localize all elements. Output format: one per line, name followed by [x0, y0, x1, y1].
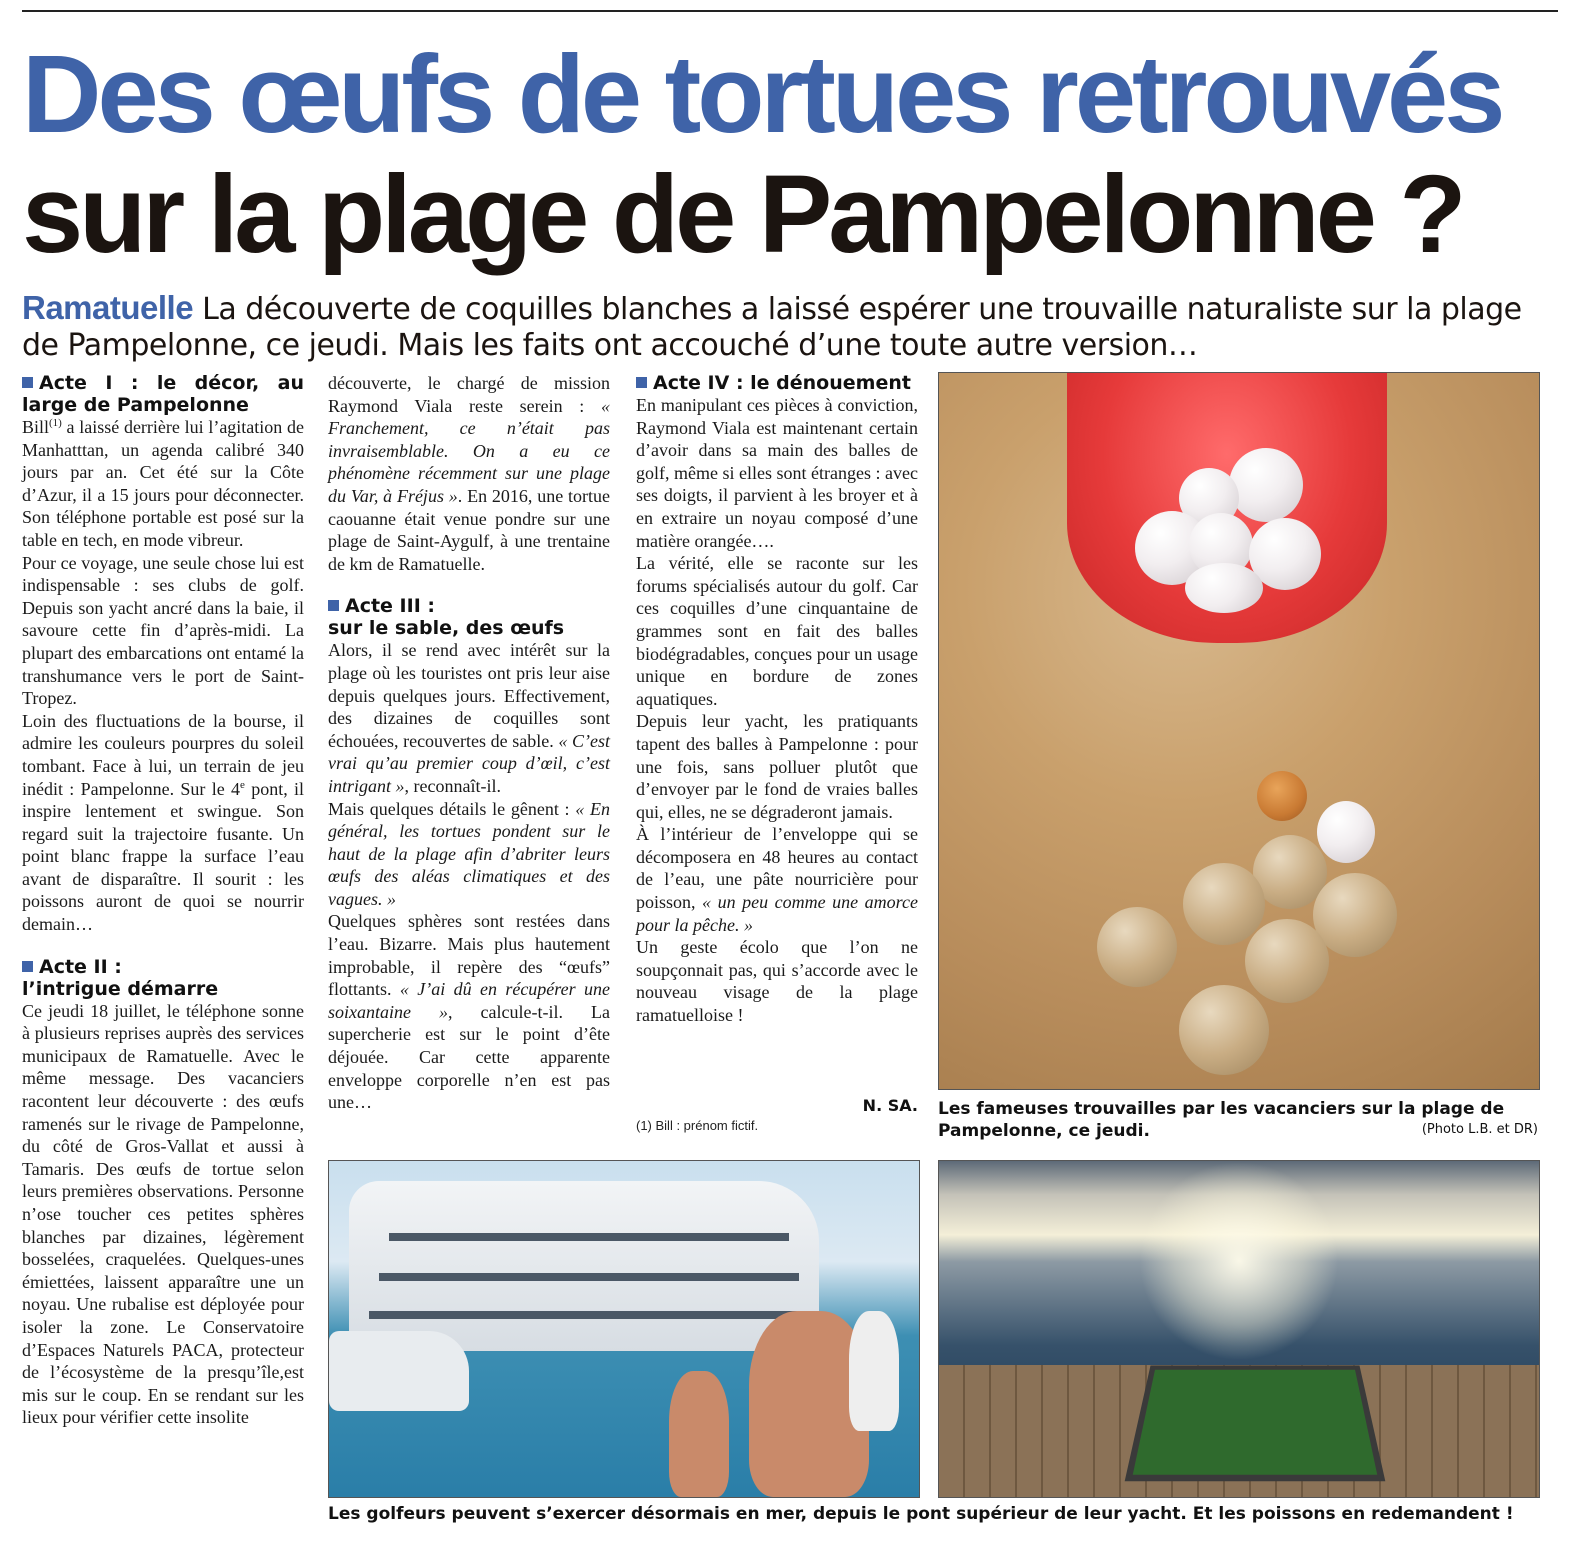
paragraph: découverte, le chargé de mission Raymond Viala reste serein : « Franchement, ce n’était pas invraisemblable. On a eu ce phénomène récemment sur une plage du Var, à Fréjus ». En 2016, une tortue caouanne était venue pondre sur une plage de Saint-Aygulf, à une trentaine de km de Ramatuelle.	[328, 373, 610, 574]
sandy-ball	[1097, 907, 1177, 987]
subhead-acte-1: Acte I : le décor, au large de Pampelonne	[22, 372, 304, 416]
column-2	[328, 372, 610, 1114]
golf-mat	[1125, 1366, 1386, 1482]
beachgoer	[669, 1371, 729, 1497]
headline-line-2: sur la plage de Pampelonne ?	[22, 153, 1463, 276]
square-bullet-icon	[22, 377, 33, 388]
column-3	[636, 372, 918, 1027]
square-bullet-icon	[636, 377, 647, 388]
deck-text: La découverte de coquilles blanches a laissé espérer une trouvaille naturaliste sur la plage de Pampelonne, ce jeudi. Mais les faits ont accouché d’une toute autre version…	[22, 292, 1522, 363]
byline: N. SA.	[862, 1096, 918, 1115]
subhead-acte-2: Acte II : l’intrigue démarre	[22, 955, 219, 1000]
white-ball	[1185, 563, 1263, 613]
footnote: (1) Bill : prénom fictif.	[636, 1118, 759, 1133]
square-bullet-icon	[328, 600, 339, 611]
paragraph: Bill$^{(1)}$ a laissé derrière lui l’agitation de Manhatttan, un agenda calibré 340 jours par an. Cet été sur la Côte d’Azur, il a 15 jours pour déconnecter. Son téléphone portable est posé sur la table en tech, en mode vibreur.	[22, 417, 304, 550]
motorboat	[329, 1331, 469, 1411]
paragraph: Pour ce voyage, une seule chose lui est indispensable : ses clubs de golf. Depuis son yacht ancré dans la baie, il savoure cette fin d’après-midi. La plupart des embarcations ont entamé la transhumance vers le port de Saint-Tropez.	[22, 552, 304, 709]
top-rule	[22, 10, 1558, 12]
yacht-windows	[379, 1273, 799, 1281]
headline-line-1: Des œufs de tortues retrouvés	[22, 33, 1502, 156]
subhead-acte-3: Acte III : sur le sable, des œufs	[328, 595, 565, 640]
paragraph: La vérité, elle se raconte sur les forums spécialisés autour du golf. Car ces coquilles d’une cinquantaine de grammes sont en fait des balles biodégradables, conçues pour un usage unique en bordure de zones aquatiques.	[636, 553, 918, 709]
subhead-acte-4: Acte IV : le dénouement	[636, 372, 918, 394]
paragraph: Quelques sphères sont restées dans l’eau. Bizarre. Mais plus hautement improbable, il repère des “œufs” flottants. « J’ai dû en récupérer une soixantaine », calcule-t-il. La supercherie est sur le point d’ête déjouée. Car cette apparente enveloppe corporelle n’en est pas une…	[328, 911, 610, 1113]
footnote-ref: (1)	[49, 417, 62, 429]
paragraph: Mais quelques détails le gênent : « En général, les tortues pondent sur le haut de la plage afin d’abriter leurs œufs des aléas climatiques et des vagues. »	[328, 798, 610, 909]
paragraph: Loin des fluctuations de la bourse, il admire les couleurs pourpres du soleil tombant. Face à lui, un terrain de jeu inédit : Pampelonne. Sur le 4e pont, il inspire lentement et swingue. Son regard suit la trajectoire fusante. Un point blanc frappe la surface l’eau avant de disparaître. Il sourit : les poissons auront de quoi se nourrir demain…	[22, 710, 305, 935]
photo-golf-balls-bucket	[938, 372, 1540, 1090]
yacht	[349, 1181, 819, 1351]
sandy-ball	[1179, 985, 1269, 1075]
paragraph: En manipulant ces pièces à conviction, Raymond Viala est maintenant certain d’avoir dans sa main des balles de golf, même si elles sont étranges : avec ses doigts, il parvient à les broyer et à en extraire un noyau composé d’une matière orangée….	[636, 395, 918, 551]
photo-caption-1: Les fameuses trouvailles par les vacanciers sur la plage de Pampelonne, ce jeudi.	[938, 1099, 1505, 1141]
yacht-windows	[389, 1233, 789, 1241]
broken-shell	[1317, 801, 1375, 863]
paragraph: Alors, il se rend avec intérêt sur la plage où les touristes ont pris leur aise depuis quelques jours. Effectivement, des dizaines de coquilles sont échouées, recouvertes de sable. « C’est vrai qu’au premier coup d’œil, c’est intrigant », reconnaît-il.	[328, 640, 610, 796]
orange-core	[1257, 771, 1307, 821]
square-bullet-icon	[22, 961, 33, 972]
paragraph: À l’intérieur de l’enveloppe qui se décomposera en 48 heures au contact de l’eau, une pâte nourricière pour poisson, « un peu comme une amorce pour la pêche. »	[636, 824, 918, 935]
photo-caption-2: Les golfeurs peuvent s’exercer désormais en mer, depuis le pont supérieur de leur yacht. Et les poissons en redemandent !	[328, 1504, 1514, 1524]
white-ball	[1229, 448, 1303, 522]
sandy-ball	[1245, 919, 1329, 1003]
photo-golf-mat-deck	[938, 1160, 1540, 1498]
paragraph: Depuis leur yacht, les pratiquants tapent des balles à Pampelonne : pour une fois, sans polluer plutôt que d’envoyer par le fond de vraies balles qui, elles, ne se dégraderont jamais.	[636, 711, 918, 822]
paragraph: Ce jeudi 18 juillet, le téléphone sonne à plusieurs reprises auprès des services municipaux de Ramatuelle. Avec le même message. Des vacanciers racontent leur découverte : des œufs ramenés sur le rivage de Pampelonne, du côté de Gros-Vallat et aussi à Tamaris. Des œufs de tortue selon leurs premières observations. Personne n’ose toucher ces petites sphères blanches par dizaines, légèrement bosselées, craquelées. Quelques-unes émiettées, laissent apparaître une un noyau. Une rubalise est déployée pour isoler la zone. Le Conservatoire d’Espaces Naturels PACA, protecteur de l’écosystème de la presqu’île,est mis sur le coup. En se rendant sur les lieux pour vérifier cette insolite	[22, 1000, 304, 1428]
deck-kicker: Ramatuelle	[22, 289, 194, 326]
beachgoer	[849, 1311, 899, 1431]
photo-credit: (Photo L.B. et DR)	[1421, 1122, 1538, 1137]
photo-yacht-beach	[328, 1160, 920, 1498]
sandy-ball	[1183, 863, 1265, 945]
yacht-windows	[369, 1311, 809, 1319]
column-1	[22, 372, 304, 1429]
paragraph: Un geste écolo que l’on ne soupçonnait pas, qui s’accorde avec le nouveau visage de la plage ramatuelloise !	[636, 937, 918, 1026]
article-deck	[22, 290, 1558, 364]
sun-glare	[1139, 1161, 1339, 1361]
